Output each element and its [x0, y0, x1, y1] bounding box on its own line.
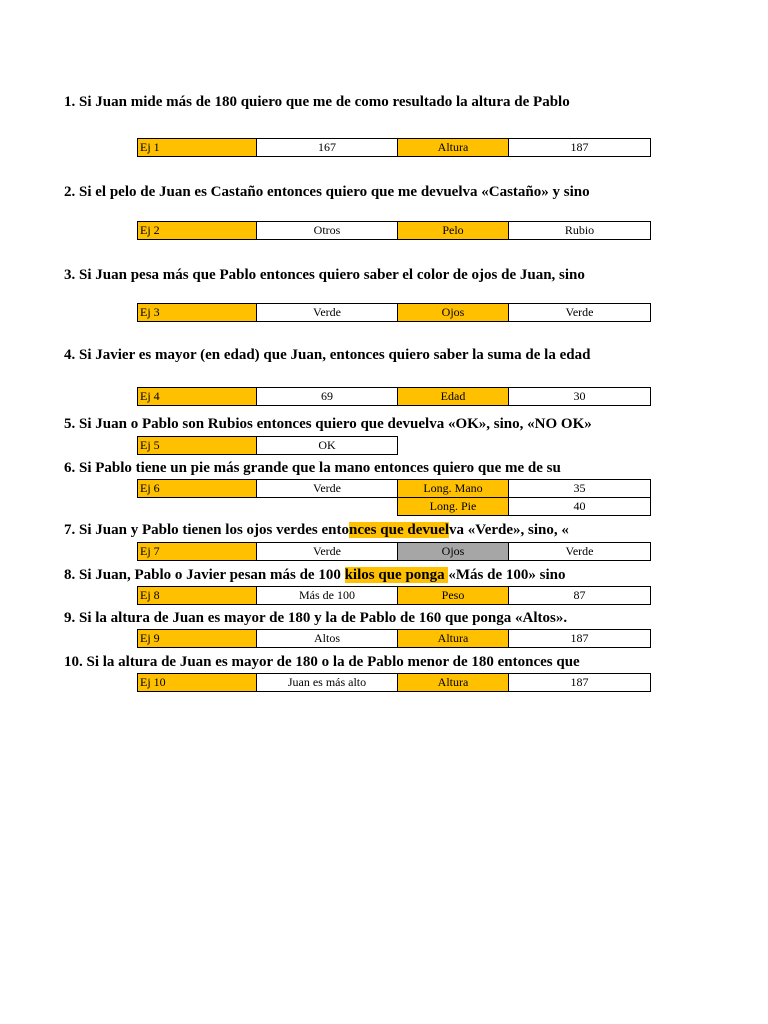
row-7-label[interactable]: Ej 7 — [137, 542, 257, 561]
row-3-value[interactable]: Verde — [256, 303, 398, 322]
row-6-header[interactable]: Long. Mano — [397, 479, 509, 498]
row-9-value[interactable]: Altos — [256, 629, 398, 648]
row-2-result[interactable]: Rubio — [508, 221, 651, 240]
row-1-value[interactable]: 167 — [256, 138, 398, 157]
row-2-header[interactable]: Pelo — [397, 221, 509, 240]
row-1-header[interactable]: Altura — [397, 138, 509, 157]
row-4-value[interactable]: 69 — [256, 387, 398, 406]
row-6-value[interactable]: Verde — [256, 479, 398, 498]
question-8: 8. Si Juan, Pablo o Javier pesan más de 100 kilos que ponga «Más de 100» sino — [64, 567, 566, 583]
row-6-label[interactable]: Ej 6 — [137, 479, 257, 498]
row-4-label[interactable]: Ej 4 — [137, 387, 257, 406]
row-9-header[interactable]: Altura — [397, 629, 509, 648]
row-6-result[interactable]: 35 — [508, 479, 651, 498]
question-6: 6. Si Pablo tiene un pie más grande que la mano entonces quiero que me de su — [64, 460, 561, 476]
row-3-result[interactable]: Verde — [508, 303, 651, 322]
row-10-label[interactable]: Ej 10 — [137, 673, 257, 692]
row-1-label[interactable]: Ej 1 — [137, 138, 257, 157]
row-7-header[interactable]: Ojos — [397, 542, 509, 561]
row-8-value[interactable]: Más de 100 — [256, 586, 398, 605]
row-10-header[interactable]: Altura — [397, 673, 509, 692]
row-8-label[interactable]: Ej 8 — [137, 586, 257, 605]
row-1-result[interactable]: 187 — [508, 138, 651, 157]
row-6-result-2[interactable]: 40 — [508, 497, 651, 516]
row-6-header-2[interactable]: Long. Pie — [397, 497, 509, 516]
question-3: 3. Si Juan pesa más que Pablo entonces quiero saber el color de ojos de Juan, sino — [64, 267, 585, 283]
row-10-result[interactable]: 187 — [508, 673, 651, 692]
question-4: 4. Si Javier es mayor (en edad) que Juan, entonces quiero saber la suma de la edad — [64, 347, 591, 363]
question-5: 5. Si Juan o Pablo son Rubios entonces quiero que devuelva «OK», sino, «NO OK» — [64, 416, 592, 432]
row-7-result[interactable]: Verde — [508, 542, 651, 561]
row-2-value[interactable]: Otros — [256, 221, 398, 240]
row-7-value[interactable]: Verde — [256, 542, 398, 561]
row-8-header[interactable]: Peso — [397, 586, 509, 605]
row-3-header[interactable]: Ojos — [397, 303, 509, 322]
row-2-label[interactable]: Ej 2 — [137, 221, 257, 240]
row-9-label[interactable]: Ej 9 — [137, 629, 257, 648]
row-10-value[interactable]: Juan es más alto — [256, 673, 398, 692]
question-1: 1. Si Juan mide más de 180 quiero que me de como resultado la altura de Pablo — [64, 94, 570, 110]
row-4-header[interactable]: Edad — [397, 387, 509, 406]
question-7: 7. Si Juan y Pablo tienen los ojos verdes entonces que devuelva «Verde», sino, « — [64, 522, 569, 538]
question-2: 2. Si el pelo de Juan es Castaño entonces quiero que me devuelva «Castaño» y sino — [64, 184, 590, 200]
question-9: 9. Si la altura de Juan es mayor de 180 y la de Pablo de 160 que ponga «Altos». — [64, 610, 568, 626]
row-4-result[interactable]: 30 — [508, 387, 651, 406]
row-8-result[interactable]: 87 — [508, 586, 651, 605]
question-10: 10. Si la altura de Juan es mayor de 180 o la de Pablo menor de 180 entonces que — [64, 654, 580, 670]
row-5-value[interactable]: OK — [256, 436, 398, 455]
row-3-label[interactable]: Ej 3 — [137, 303, 257, 322]
row-5-label[interactable]: Ej 5 — [137, 436, 257, 455]
row-9-result[interactable]: 187 — [508, 629, 651, 648]
